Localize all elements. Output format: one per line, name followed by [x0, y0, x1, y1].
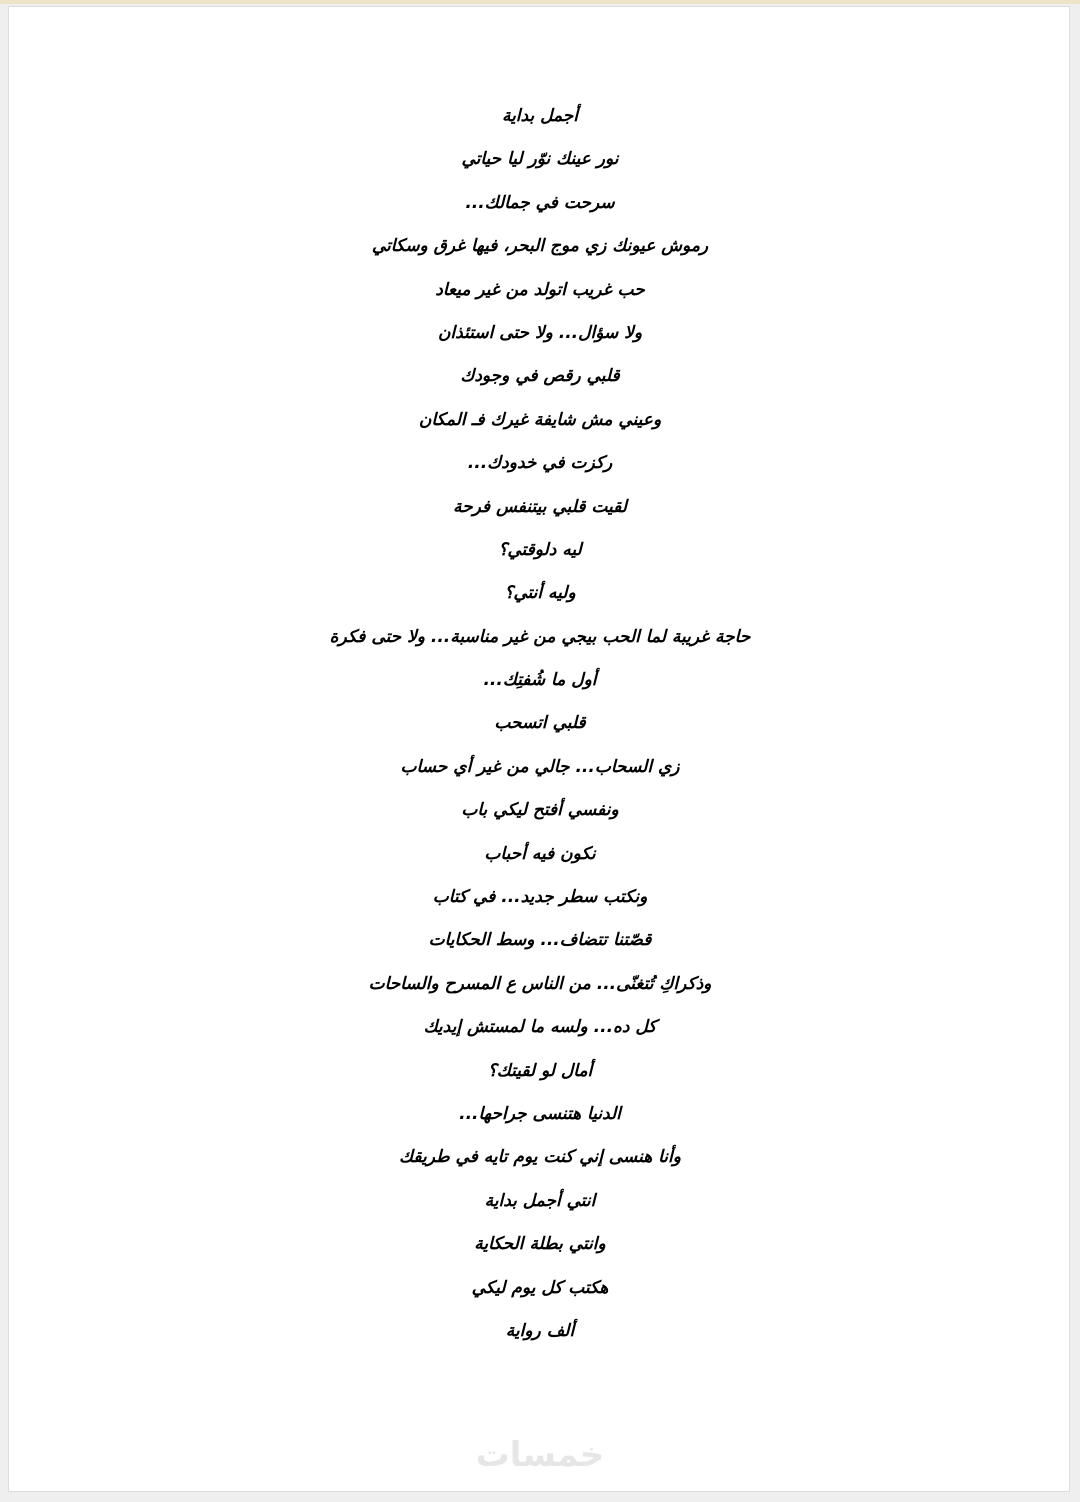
watermark-logo: خمسات	[475, 1435, 605, 1475]
poem-line: لقيت قلبي بيتنفس فرحة	[453, 496, 627, 517]
poem-line: ونفسي أفتح ليكي باب	[461, 800, 619, 821]
poem-line: وانتي بطلة الحكاية	[474, 1234, 606, 1255]
document-page	[8, 6, 1070, 1492]
poem-line: ولا سؤال... ولا حتى استئذان	[437, 322, 643, 343]
poem-line: قلبي رقص في وجودك	[460, 366, 620, 387]
poem-line: أمال لو لقيتك؟	[487, 1060, 593, 1081]
poem-line: وعيني مش شايفة غيرك فـ المكان	[418, 409, 662, 430]
top-accent-bar	[0, 0, 1080, 4]
poem-line: نور عينك نوّر ليا حياتي	[461, 149, 619, 170]
poem-line: الدنيا هتنسى جراحها...	[459, 1103, 621, 1124]
poem-line: ليه دلوقتي؟	[498, 539, 582, 560]
poem-line: ركزت في خدودك...	[467, 453, 613, 474]
poem-line: انتي أجمل بداية	[484, 1190, 596, 1211]
poem-lines	[9, 95, 1071, 1353]
poem-line: وليه أنتي؟	[504, 583, 576, 604]
poem-line: نكون فيه أحباب	[484, 843, 596, 864]
poem-line: وأنا هنسى إني كنت يوم تايه في طريقك	[399, 1147, 681, 1168]
poem-line: كل ده... ولسه ما لمستش إيديك	[423, 1017, 657, 1038]
poem-line: زي السحاب... جالي من غير أي حساب	[400, 756, 680, 777]
poem-line: سرحت في جمالك...	[465, 192, 615, 213]
poem-line: أول ما شُفتِك...	[483, 670, 597, 691]
poem-line: ألف رواية	[505, 1320, 575, 1341]
poem-line: وذكراكِ تُتغنّى... من الناس ع المسرح والساحات	[368, 973, 712, 994]
poem-line: هكتب كل يوم ليكي	[471, 1277, 609, 1298]
poem-line: حاجة غريبة لما الحب بيجي من غير مناسبة... ولا حتى فكرة	[329, 626, 751, 647]
poem-line: قصّتنا تتضاف... وسط الحكايات	[428, 930, 652, 951]
poem-line: حب غريب اتولد من غير ميعاد	[435, 279, 645, 300]
poem-line: ونكتب سطر جديد... في كتاب	[432, 887, 648, 908]
poem-line: أجمل بداية	[501, 106, 579, 126]
poem-line: قلبي اتسحب	[494, 713, 586, 734]
poem-line: رموش عيونك زي موج البحر، فيها غرق وسكاتي	[371, 236, 709, 257]
